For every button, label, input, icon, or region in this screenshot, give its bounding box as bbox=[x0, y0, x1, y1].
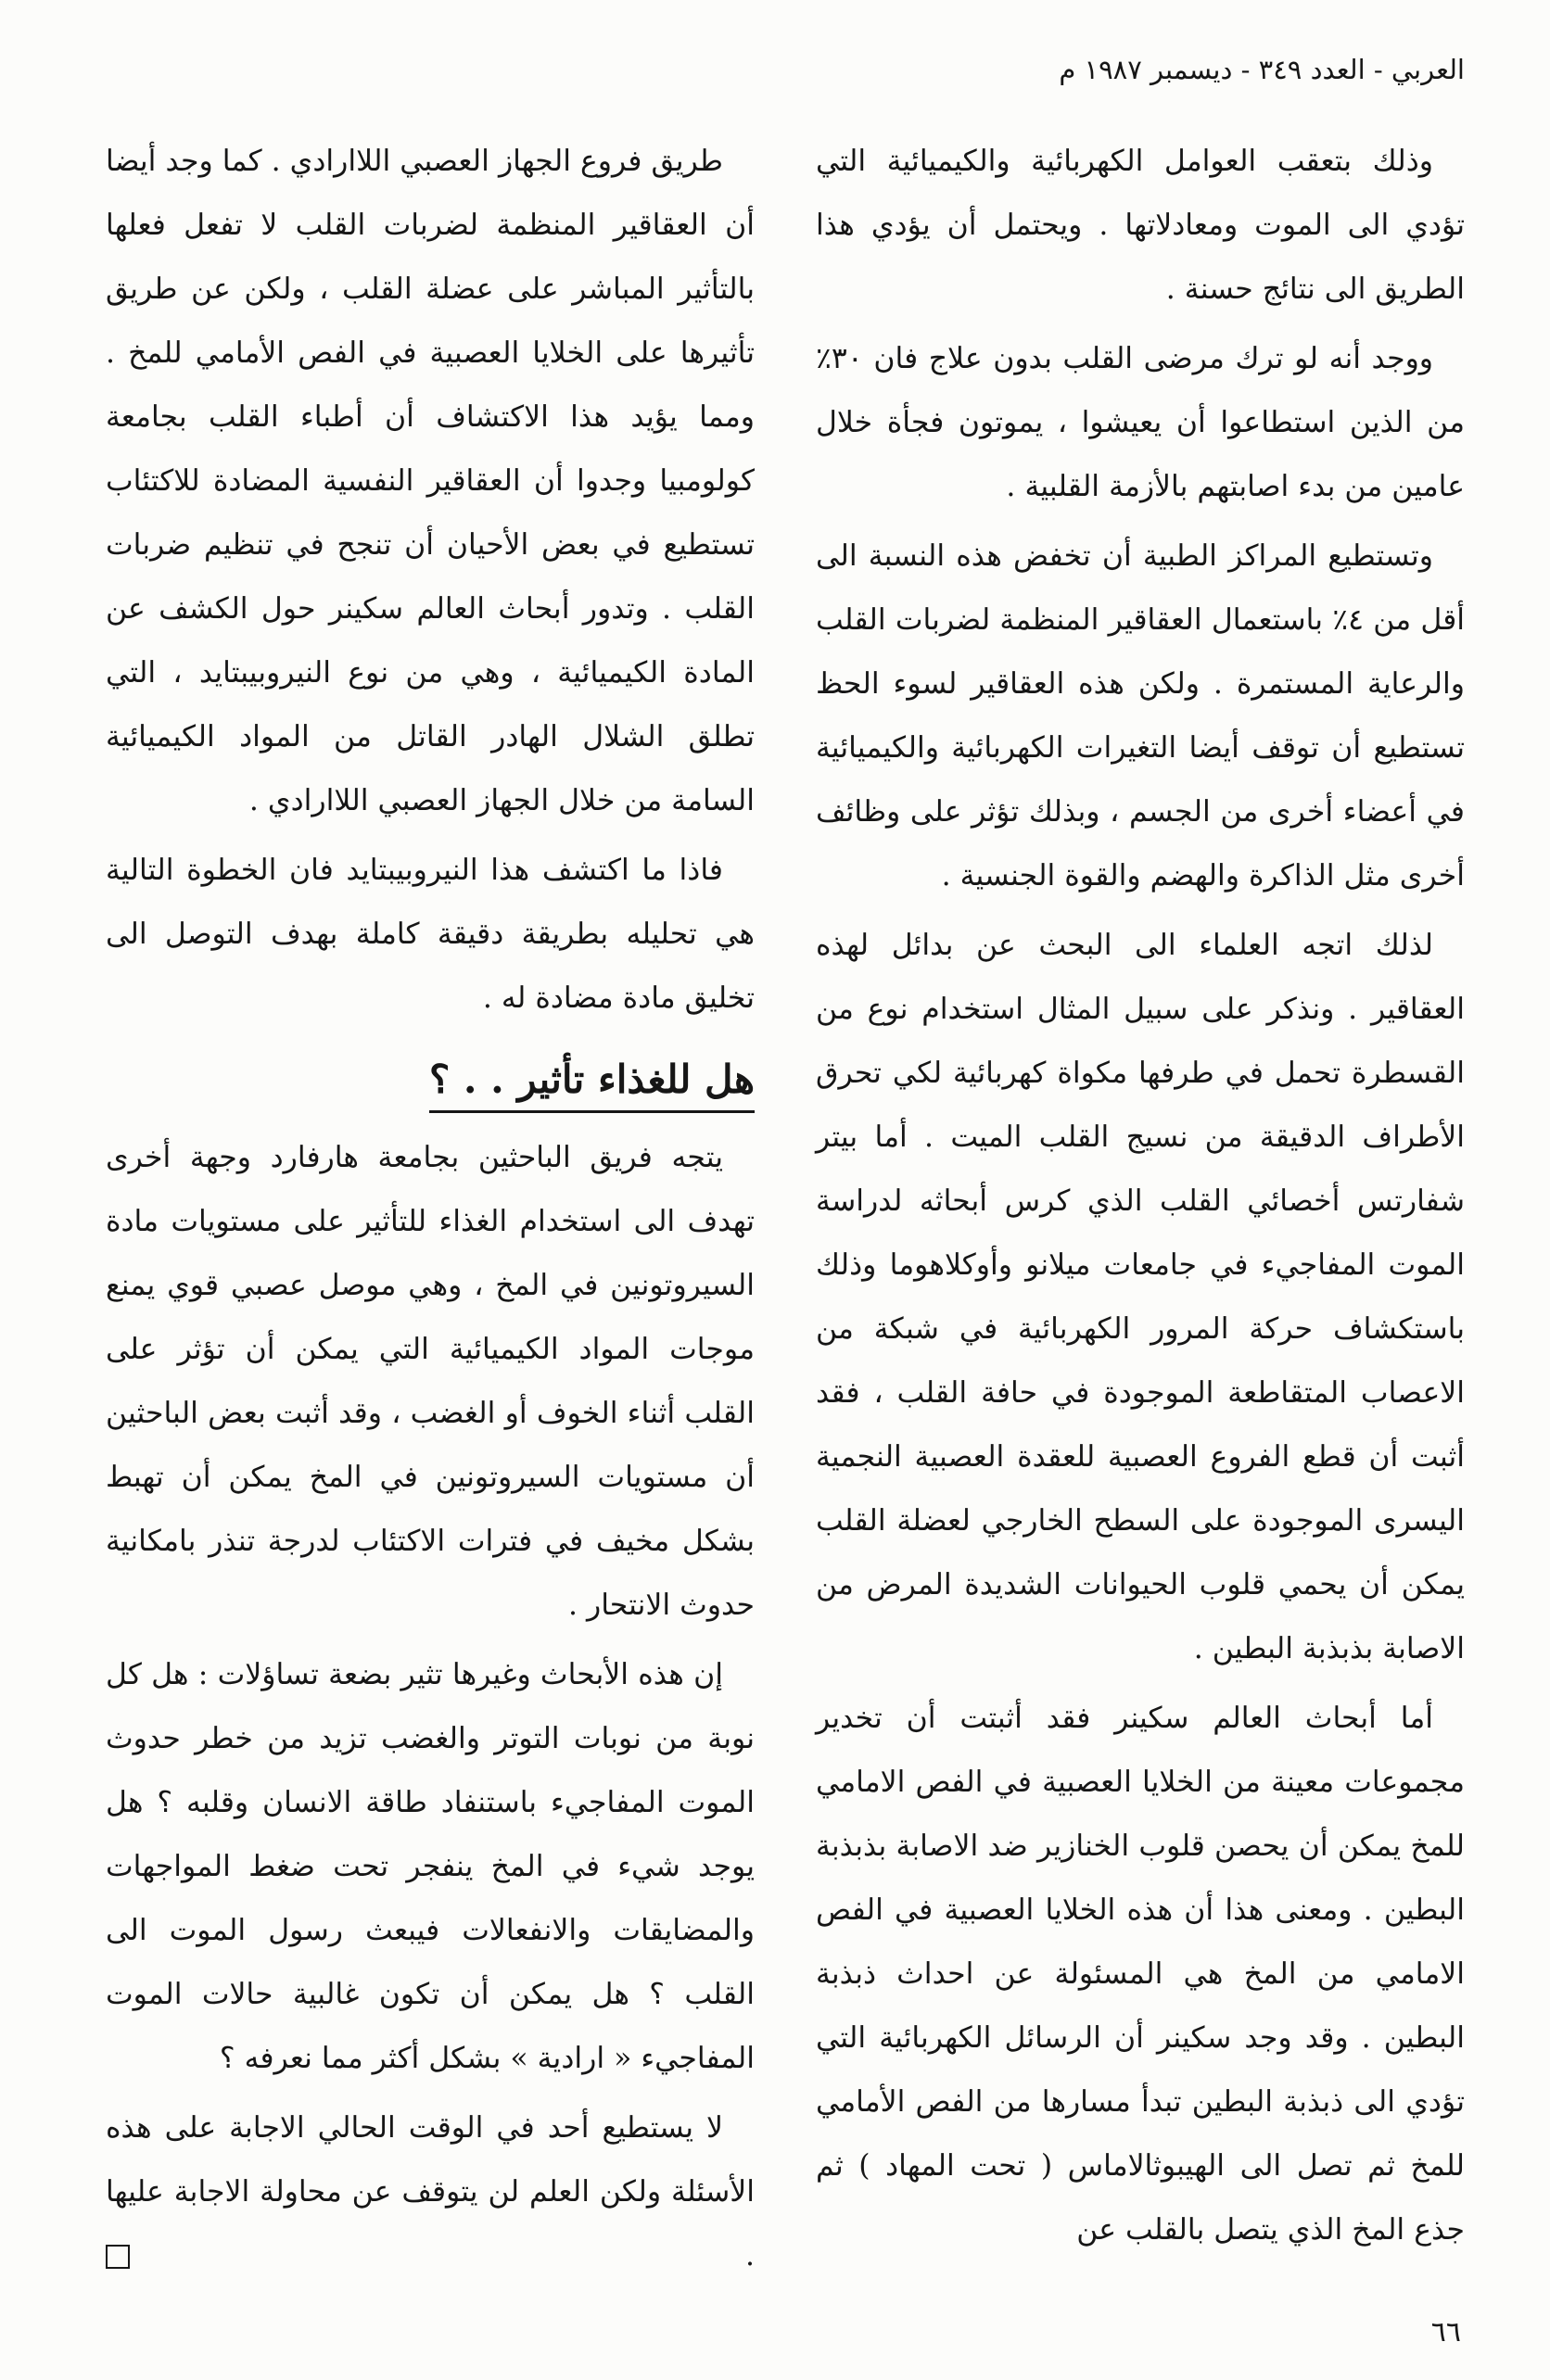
article-paragraph: يتجه فريق الباحثين بجامعة هارفارد وجهة أخرى تهدف الى استخدام الغذاء للتأثير على مستويات مادة السيروتونين في المخ ، وهي موصل عصبي قوي يمنع موجات المواد الكيميائية التي يمكن أن تؤثر على القلب أثناء الخوف أو الغضب ، وقد أثبت بعض الباحثين أن مستويات السيروتونين في المخ يمكن أن تهبط بشكل مخيف في فترات الاكتئاب لدرجة تنذر بامكانية حدوث الانتحار . bbox=[106, 1141, 755, 1622]
final-paragraph-text: لا يستطيع أحد في الوقت الحالي الاجابة على هذه الأسئلة ولكن العلم لن يتوقف عن محاولة الاجابة عليها . bbox=[106, 2111, 755, 2272]
article-paragraph: وتستطيع المراكز الطبية أن تخفض هذه النسبة الى أقل من ٤٪ باستعمال العقاقير المنظمة لضربات القلب والرعاية المستمرة . ولكن هذه العقاقير لسوء الحظ تستطيع أن توقف أيضا التغيرات الكهربائية والكيميائية في أعضاء أخرى من الجسم ، وبذلك تؤثر على وظائف أخرى مثل الذاكرة والهضم والقوة الجنسية . bbox=[816, 539, 1466, 892]
section-subheading: هل للغذاء تأثير . . ؟ bbox=[429, 1049, 755, 1113]
article-paragraph: وذلك بتعقب العوامل الكهربائية والكيميائية التي تؤدي الى الموت ومعادلاتها . ويحتمل أن يؤدي هذا الطريق الى نتائج حسنة . bbox=[816, 145, 1465, 306]
article-paragraph: لذلك اتجه العلماء الى البحث عن بدائل لهذه العقاقير . ونذكر على سبيل المثال استخدام نوع من القسطرة تحمل في طرفها مكواة كهربائية لكي تحرق الأطراف الدقيقة من نسيج القلب الميت . أما بيتر شفارتس أخصائي القلب الذي كرس أبحاثه لدراسة الموت المفاجيء في جامعات ميلانو وأوكلاهوما وذلك باستكشاف حركة المرور الكهربائية في شبكة من الاعصاب المتقاطعة الموجودة في حافة القلب ، فقد أثبت أن قطع الفروع العصبية للعقدة العصبية النجمية اليسرى الموجودة على السطح الخارجي لعضلة القلب يمكن أن يحمي قلوب الحيوانات الشديدة المرض من الاصابة بذبذبة البطين . bbox=[816, 929, 1465, 1665]
article-paragraph bbox=[106, 2096, 755, 2288]
end-of-article-square-icon bbox=[106, 2245, 130, 2269]
right-column bbox=[816, 130, 1465, 2268]
article-paragraph: إن هذه الأبحاث وغيرها تثير بضعة تساؤلات : هل كل نوبة من نوبات التوتر والغضب تزيد من خطر حدوث الموت المفاجيء باستنفاد طاقة الانسان وقلبه ؟ هل يوجد شيء في المخ ينفجر تحت ضغط المواجهات والمضايقات والانفعالات فيبعث رسول الموت الى القلب ؟ هل يمكن أن تكون غالبية حالات الموت المفاجيء « ارادية » بشكل أكثر مما نعرفه ؟ bbox=[106, 1658, 755, 2075]
left-column bbox=[106, 130, 755, 2294]
article-paragraph: ووجد أنه لو ترك مرضى القلب بدون علاج فان ٣٠٪ من الذين استطاعوا أن يعيشوا ، يموتون فجأة خلال عامين من بدء اصابتهم بالأزمة القلبية . bbox=[816, 342, 1465, 503]
article-paragraph: أما أبحاث العالم سكينر فقد أثبتت أن تخدير مجموعات معينة من الخلايا العصبية في الفص الامامي للمخ يمكن أن يحصن قلوب الخنازير ضد الاصابة بذبذبة البطين . ومعنى هذا أن هذه الخلايا العصبية في الفص الامامي من المخ هي المسئولة عن احداث ذبذبة البطين . وقد وجد سكينر أن الرسائل الكهربائية التي تؤدي الى ذبذبة البطين تبدأ مسارها من الفص الأمامي للمخ ثم تصل الى الهيبوثالاماس ( تحت المهاد ) ثم جذع المخ الذي يتصل بالقلب عن bbox=[816, 1702, 1465, 2247]
article-paragraph: فاذا ما اكتشف هذا النيروبيبتايد فان الخطوة التالية هي تحليله بطريقة دقيقة كاملة بهدف التوصل الى تخليق مادة مضادة له . bbox=[106, 854, 755, 1015]
page-number: ٦٦ bbox=[1430, 2316, 1461, 2348]
article-paragraph: طريق فروع الجهاز العصبي اللاارادي . كما وجد أيضا أن العقاقير المنظمة لضربات القلب لا تفعل فعلها بالتأثير المباشر على عضلة القلب ، ولكن عن طريق تأثيرها على الخلايا العصبية في الفص الأمامي للمخ . ومما يؤيد هذا الاكتشاف أن أطباء القلب بجامعة كولومبيا وجدوا أن العقاقير النفسية المضادة للاكتئاب تستطيع في بعض الأحيان أن تنجح في تنظيم ضربات القلب . وتدور أبحاث العالم سكينر حول الكشف عن المادة الكيميائية ، وهي من نوع النيروبيبتايد ، التي تطلق الشلال الهادر القاتل من المواد الكيميائية السامة من خلال الجهاز العصبي اللاارادي . bbox=[106, 145, 755, 817]
running-header: العربي - العدد ٣٤٩ - ديسمبر ١٩٨٧ م bbox=[1059, 54, 1465, 85]
